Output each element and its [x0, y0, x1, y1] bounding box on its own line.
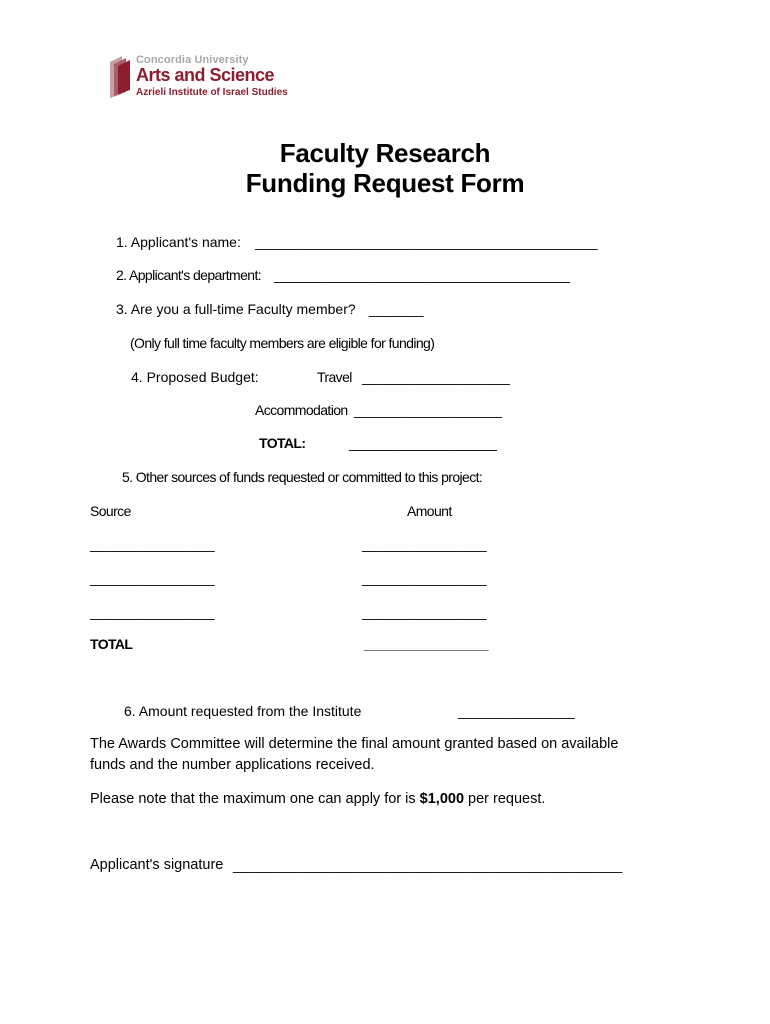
page-title-line2: Funding Request Form	[245, 168, 525, 198]
applicant-department-label: 2. Applicant's department:	[116, 267, 262, 283]
applicant-name-field[interactable]: ____________________________________________	[255, 234, 598, 250]
logo-faculty: Arts and Science	[136, 65, 275, 85]
accommodation-label: Accommodation	[255, 402, 348, 418]
amount-requested-field[interactable]: _______________	[458, 703, 575, 719]
maximum-amount-note	[90, 791, 545, 807]
travel-field[interactable]: ___________________	[362, 369, 510, 385]
maximum-amount-value: $1,000	[419, 791, 465, 807]
proposed-budget-label: 4. Proposed Budget:	[131, 369, 259, 385]
page-title-line1: Faculty Research	[279, 138, 491, 168]
accommodation-field[interactable]: ___________________	[354, 402, 502, 418]
source-field-1[interactable]: ________________	[90, 536, 215, 552]
maximum-note-prefix: Please note that the maximum one can apply for is	[90, 791, 420, 807]
applicant-department-field[interactable]: ______________________________________	[274, 267, 570, 283]
amount-field-3[interactable]: ________________	[362, 604, 487, 620]
committee-note-line1: The Awards Committee will determine the final amount granted based on available	[90, 736, 619, 752]
applicant-signature-label: Applicant's signature	[90, 857, 224, 873]
fulltime-faculty-label: 3. Are you a full-time Faculty member?	[116, 301, 356, 317]
source-field-3[interactable]: ________________	[90, 604, 215, 620]
applicant-signature-field[interactable]: __________________________________________________	[233, 857, 623, 873]
fulltime-faculty-field[interactable]: _______	[369, 301, 424, 317]
maximum-note-suffix: per request.	[464, 791, 546, 807]
source-field-2[interactable]: ________________	[90, 570, 215, 586]
sources-total-label: TOTAL	[90, 636, 133, 652]
budget-total-label: TOTAL:	[259, 435, 306, 451]
logo-institute: Azrieli Institute of Israel Studies	[136, 87, 288, 98]
amount-field-2[interactable]: ________________	[362, 570, 487, 586]
committee-note-line2: funds and the number applications received.	[90, 757, 375, 773]
book-logo-icon	[108, 54, 132, 98]
amount-column-header: Amount	[407, 503, 452, 519]
applicant-name-label: 1. Applicant's name:	[116, 234, 241, 250]
amount-requested-label: 6. Amount requested from the Institute	[124, 703, 362, 719]
source-column-header: Source	[90, 503, 131, 519]
sources-total-field[interactable]: ________________	[364, 636, 489, 652]
institute-logo	[108, 50, 308, 102]
travel-label: Travel	[317, 369, 352, 385]
eligibility-note: (Only full time faculty members are eligible for funding)	[130, 335, 435, 351]
logo-university: Concordia University	[136, 54, 249, 66]
other-sources-label: 5. Other sources of funds requested or committed to this project:	[122, 469, 483, 485]
amount-field-1[interactable]: ________________	[362, 536, 487, 552]
budget-total-field[interactable]: ___________________	[349, 435, 497, 451]
